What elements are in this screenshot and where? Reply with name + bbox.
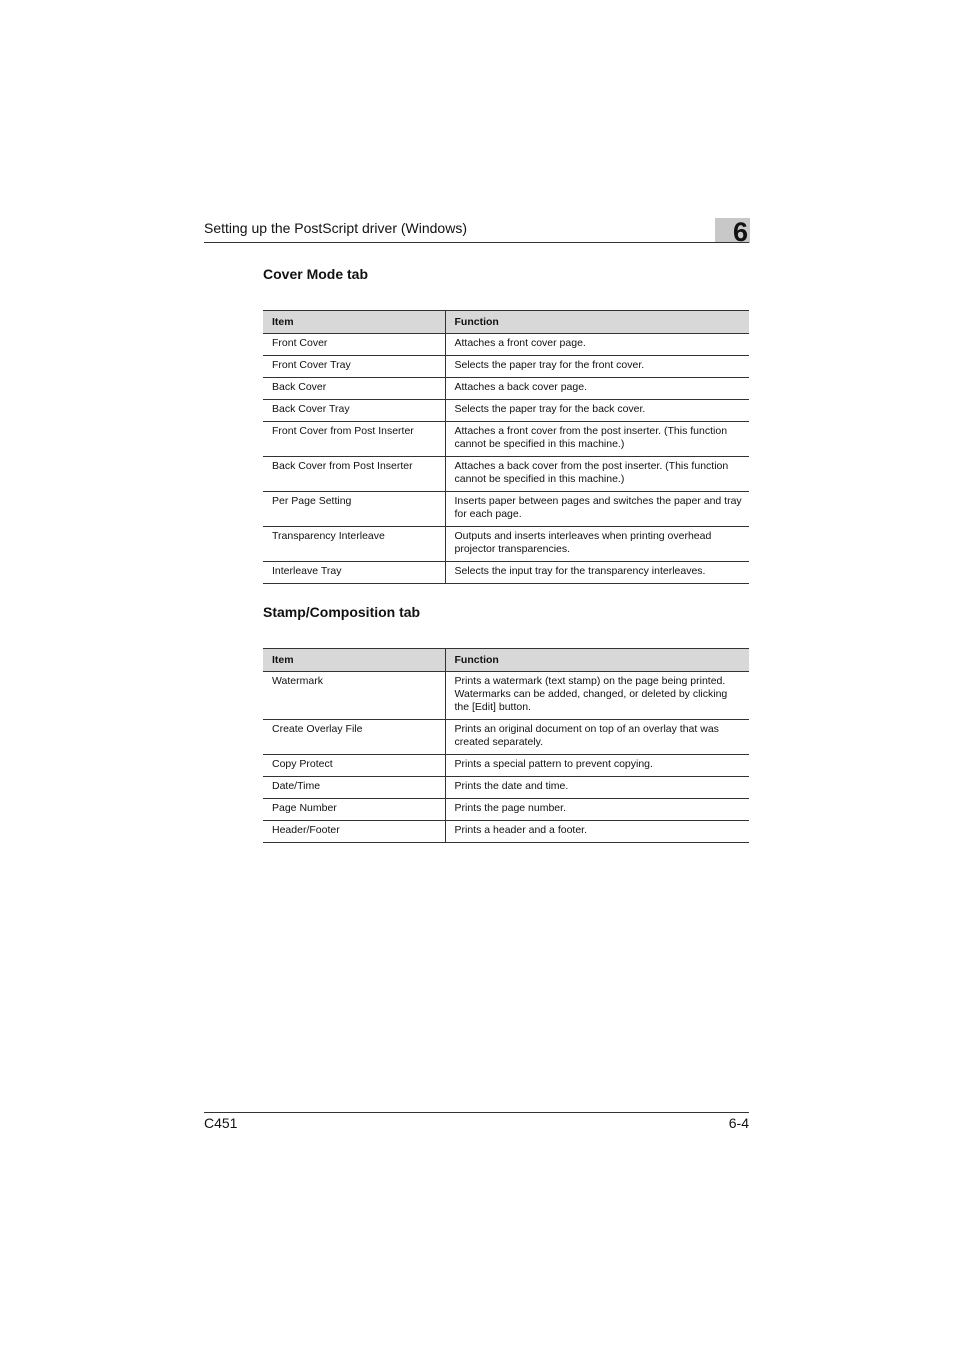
function-cell: Outputs and inserts interleaves when printing overhead projector transparencies. — [445, 527, 749, 562]
item-cell: Transparency Interleave — [263, 527, 445, 562]
table-row — [263, 672, 749, 720]
table-row — [263, 378, 749, 400]
cover-mode-table — [263, 310, 749, 584]
function-cell: Attaches a back cover page. — [445, 378, 749, 400]
item-cell: Create Overlay File — [263, 720, 445, 755]
column-header-function: Function — [445, 311, 749, 334]
item-cell: Copy Protect — [263, 755, 445, 777]
table-header-row — [263, 311, 749, 334]
function-cell: Attaches a back cover from the post inserter. (This function cannot be specified in this machine.) — [445, 457, 749, 492]
item-cell: Front Cover Tray — [263, 356, 445, 378]
item-cell: Date/Time — [263, 777, 445, 799]
header-title: Setting up the PostScript driver (Windows) — [204, 220, 467, 236]
table-row — [263, 492, 749, 527]
item-cell: Header/Footer — [263, 821, 445, 843]
item-cell: Front Cover from Post Inserter — [263, 422, 445, 457]
table-row — [263, 356, 749, 378]
section-heading-stamp-composition: Stamp/Composition tab — [263, 604, 421, 620]
function-cell: Inserts paper between pages and switches the paper and tray for each page. — [445, 492, 749, 527]
function-cell: Selects the input tray for the transparency interleaves. — [445, 562, 749, 584]
function-cell: Attaches a front cover from the post inserter. (This function cannot be specified in this machine.) — [445, 422, 749, 457]
function-cell: Selects the paper tray for the back cover. — [445, 400, 749, 422]
item-cell: Back Cover Tray — [263, 400, 445, 422]
table-row — [263, 799, 749, 821]
chapter-number: 6 — [732, 217, 748, 247]
item-cell: Per Page Setting — [263, 492, 445, 527]
chapter-badge — [715, 217, 750, 247]
table-header-row — [263, 649, 749, 672]
column-header-item: Item — [263, 311, 445, 334]
function-cell: Prints the date and time. — [445, 777, 749, 799]
table-row — [263, 821, 749, 843]
table-row — [263, 334, 749, 356]
stamp-composition-table — [263, 648, 749, 843]
table-row — [263, 720, 749, 755]
function-cell: Prints the page number. — [445, 799, 749, 821]
item-cell: Page Number — [263, 799, 445, 821]
function-cell: Prints an original document on top of an overlay that was created separately. — [445, 720, 749, 755]
column-header-item: Item — [263, 649, 445, 672]
function-cell: Selects the paper tray for the front cover. — [445, 356, 749, 378]
footer-page-number: 6-4 — [728, 1115, 749, 1131]
item-cell: Back Cover — [263, 378, 445, 400]
function-cell: Prints a header and a footer. — [445, 821, 749, 843]
footer-model: C451 — [204, 1115, 238, 1131]
table-row — [263, 755, 749, 777]
section-heading-cover-mode: Cover Mode tab — [263, 266, 369, 282]
item-cell: Front Cover — [263, 334, 445, 356]
header-rule — [204, 242, 749, 243]
table-row — [263, 562, 749, 584]
function-cell: Prints a special pattern to prevent copying. — [445, 755, 749, 777]
table-row — [263, 777, 749, 799]
column-header-function: Function — [445, 649, 749, 672]
item-cell: Interleave Tray — [263, 562, 445, 584]
table-row — [263, 400, 749, 422]
function-cell: Attaches a front cover page. — [445, 334, 749, 356]
table-row — [263, 527, 749, 562]
item-cell: Watermark — [263, 672, 445, 720]
function-cell: Prints a watermark (text stamp) on the page being printed. Watermarks can be added, changed, or deleted by clicking the [Edit] button. — [445, 672, 749, 720]
table-row — [263, 422, 749, 457]
table-row — [263, 457, 749, 492]
footer-rule — [204, 1112, 749, 1113]
item-cell: Back Cover from Post Inserter — [263, 457, 445, 492]
